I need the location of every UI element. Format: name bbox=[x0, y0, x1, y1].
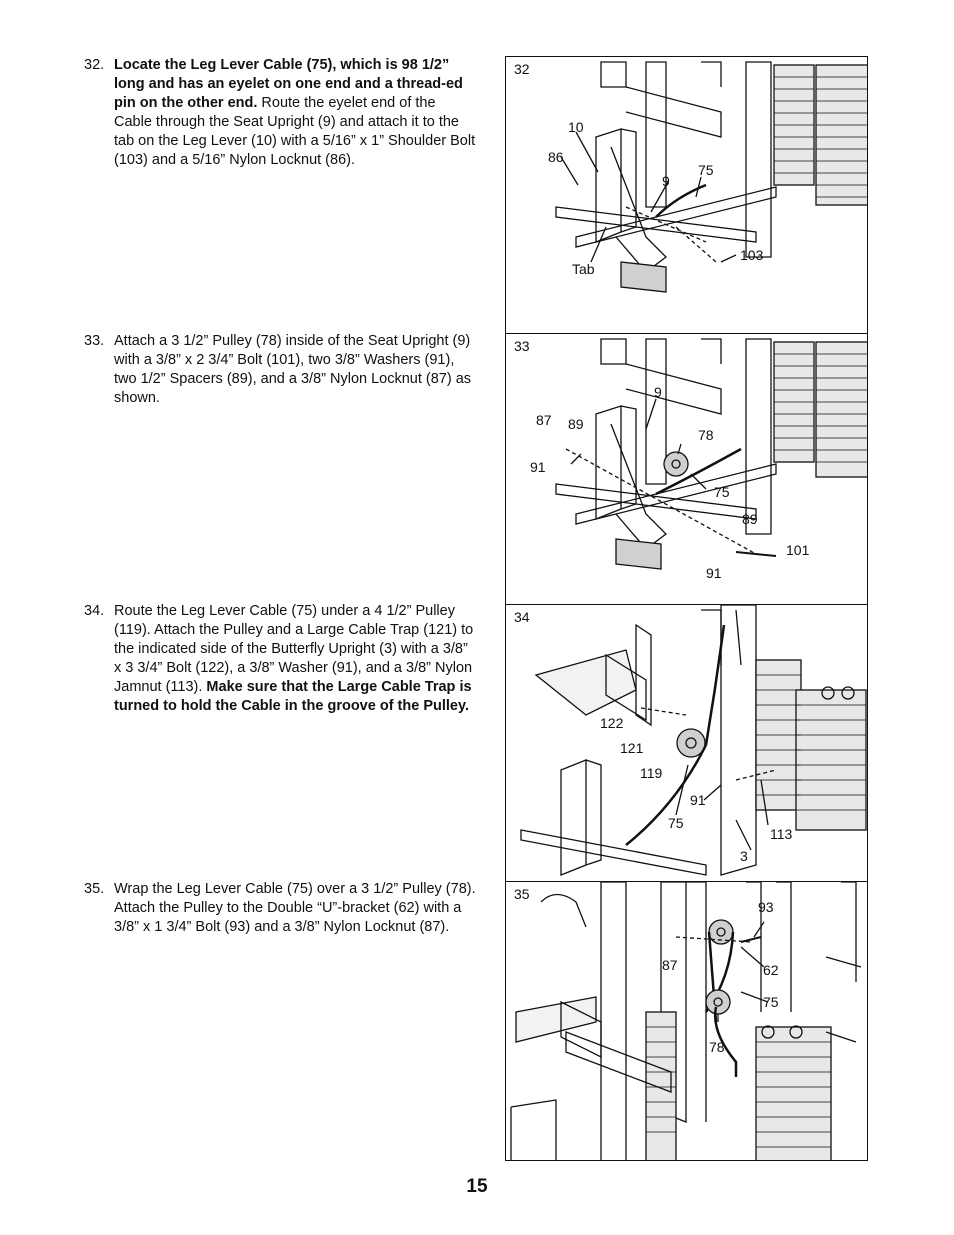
callout-label: 101 bbox=[786, 542, 810, 558]
callout-label: 75 bbox=[668, 815, 684, 831]
callout-label: 113 bbox=[770, 826, 793, 842]
figure-32-drawing bbox=[506, 57, 868, 334]
callout-label: 119 bbox=[640, 765, 663, 781]
callout-label: 75 bbox=[763, 994, 779, 1010]
step-bold-text: Make sure that the Large Cable Trap is turned to hold the Cable in the groove of the Pulley. bbox=[114, 679, 472, 714]
callout-label: 89 bbox=[742, 511, 758, 527]
callout-label: Tab bbox=[572, 261, 595, 277]
callout-label: 3 bbox=[740, 848, 748, 864]
figure-number: 32 bbox=[514, 61, 530, 77]
step-bold-text: Locate the Leg Lever Cable (75), which is 98 1/2” long and has an eyelet on one end and a thread-ed pin on the other end. bbox=[114, 57, 463, 111]
figure-35 bbox=[505, 881, 868, 1161]
figure-34 bbox=[505, 604, 868, 882]
callout-label: 75 bbox=[698, 162, 714, 178]
page-number: 15 bbox=[466, 1176, 488, 1197]
step-text: Attach a 3 1/2” Pulley (78) inside of the Seat Upright (9) with a 3/8” x 2 3/4” Bolt (101), two 3/8” Washers (91), two 1/2” Spacers (89), and a 3/8” Nylon Locknut (87) as shown. bbox=[114, 333, 472, 406]
callout-label: 62 bbox=[763, 962, 779, 978]
step-number: 33. bbox=[84, 333, 105, 349]
callout-label: 9 bbox=[662, 173, 670, 189]
figure-number: 34 bbox=[514, 609, 530, 625]
figure-33-drawing bbox=[506, 334, 868, 605]
callout-label: 10 bbox=[568, 119, 584, 135]
callout-label: 91 bbox=[530, 459, 546, 475]
figure-34-drawing bbox=[506, 605, 868, 882]
callout-label: 93 bbox=[758, 899, 774, 915]
step-number: 32. bbox=[84, 57, 105, 73]
callout-label: 86 bbox=[548, 149, 564, 165]
figure-number: 35 bbox=[514, 886, 530, 902]
step-number: 34. bbox=[84, 603, 105, 619]
callout-label: 87 bbox=[662, 957, 678, 973]
step-33 bbox=[84, 332, 476, 408]
callout-label: 121 bbox=[620, 740, 644, 756]
callout-label: 9 bbox=[654, 384, 662, 400]
callout-label: 78 bbox=[709, 1039, 725, 1055]
figure-32 bbox=[505, 56, 868, 334]
step-34 bbox=[84, 602, 476, 716]
step-number: 35. bbox=[84, 881, 105, 897]
step-32 bbox=[84, 56, 476, 170]
step-35 bbox=[84, 880, 476, 937]
figure-35-drawing bbox=[506, 882, 868, 1161]
callout-label: 78 bbox=[698, 427, 714, 443]
callout-label: 91 bbox=[690, 792, 706, 808]
step-text: Route the eyelet end of the Cable through the Seat Upright (9) and attach it to the tab on the Leg Lever (10) with a 5/16” x 1” Shoulder Bolt (103) and a 5/16” Nylon Locknut (86). bbox=[114, 95, 476, 168]
figure-33 bbox=[505, 333, 868, 605]
callout-label: 75 bbox=[714, 484, 730, 500]
callout-label: 91 bbox=[706, 565, 722, 581]
step-text: Route the Leg Lever Cable (75) under a 4 1/2” Pulley (119). Attach the Pulley and a Large Cable Trap (121) to the indicated side of the Butterfly Upright (3) with a 3/8” x 3 3/4” Bolt (122), a 3/8” Washer (91), and a 3/8” Nylon Jamnut (113). bbox=[114, 603, 474, 695]
callout-label: 89 bbox=[568, 416, 584, 432]
callout-label: 122 bbox=[600, 715, 624, 731]
step-text: Wrap the Leg Lever Cable (75) over a 3 1/2” Pulley (78). Attach the Pulley to the Double “U”-bracket (62) with a 3/8” x 1 3/4” Bolt (93) and a 3/8” Nylon Locknut (87). bbox=[114, 881, 476, 935]
figure-number: 33 bbox=[514, 338, 530, 354]
callout-label: 87 bbox=[536, 412, 552, 428]
callout-label: 103 bbox=[740, 247, 764, 263]
